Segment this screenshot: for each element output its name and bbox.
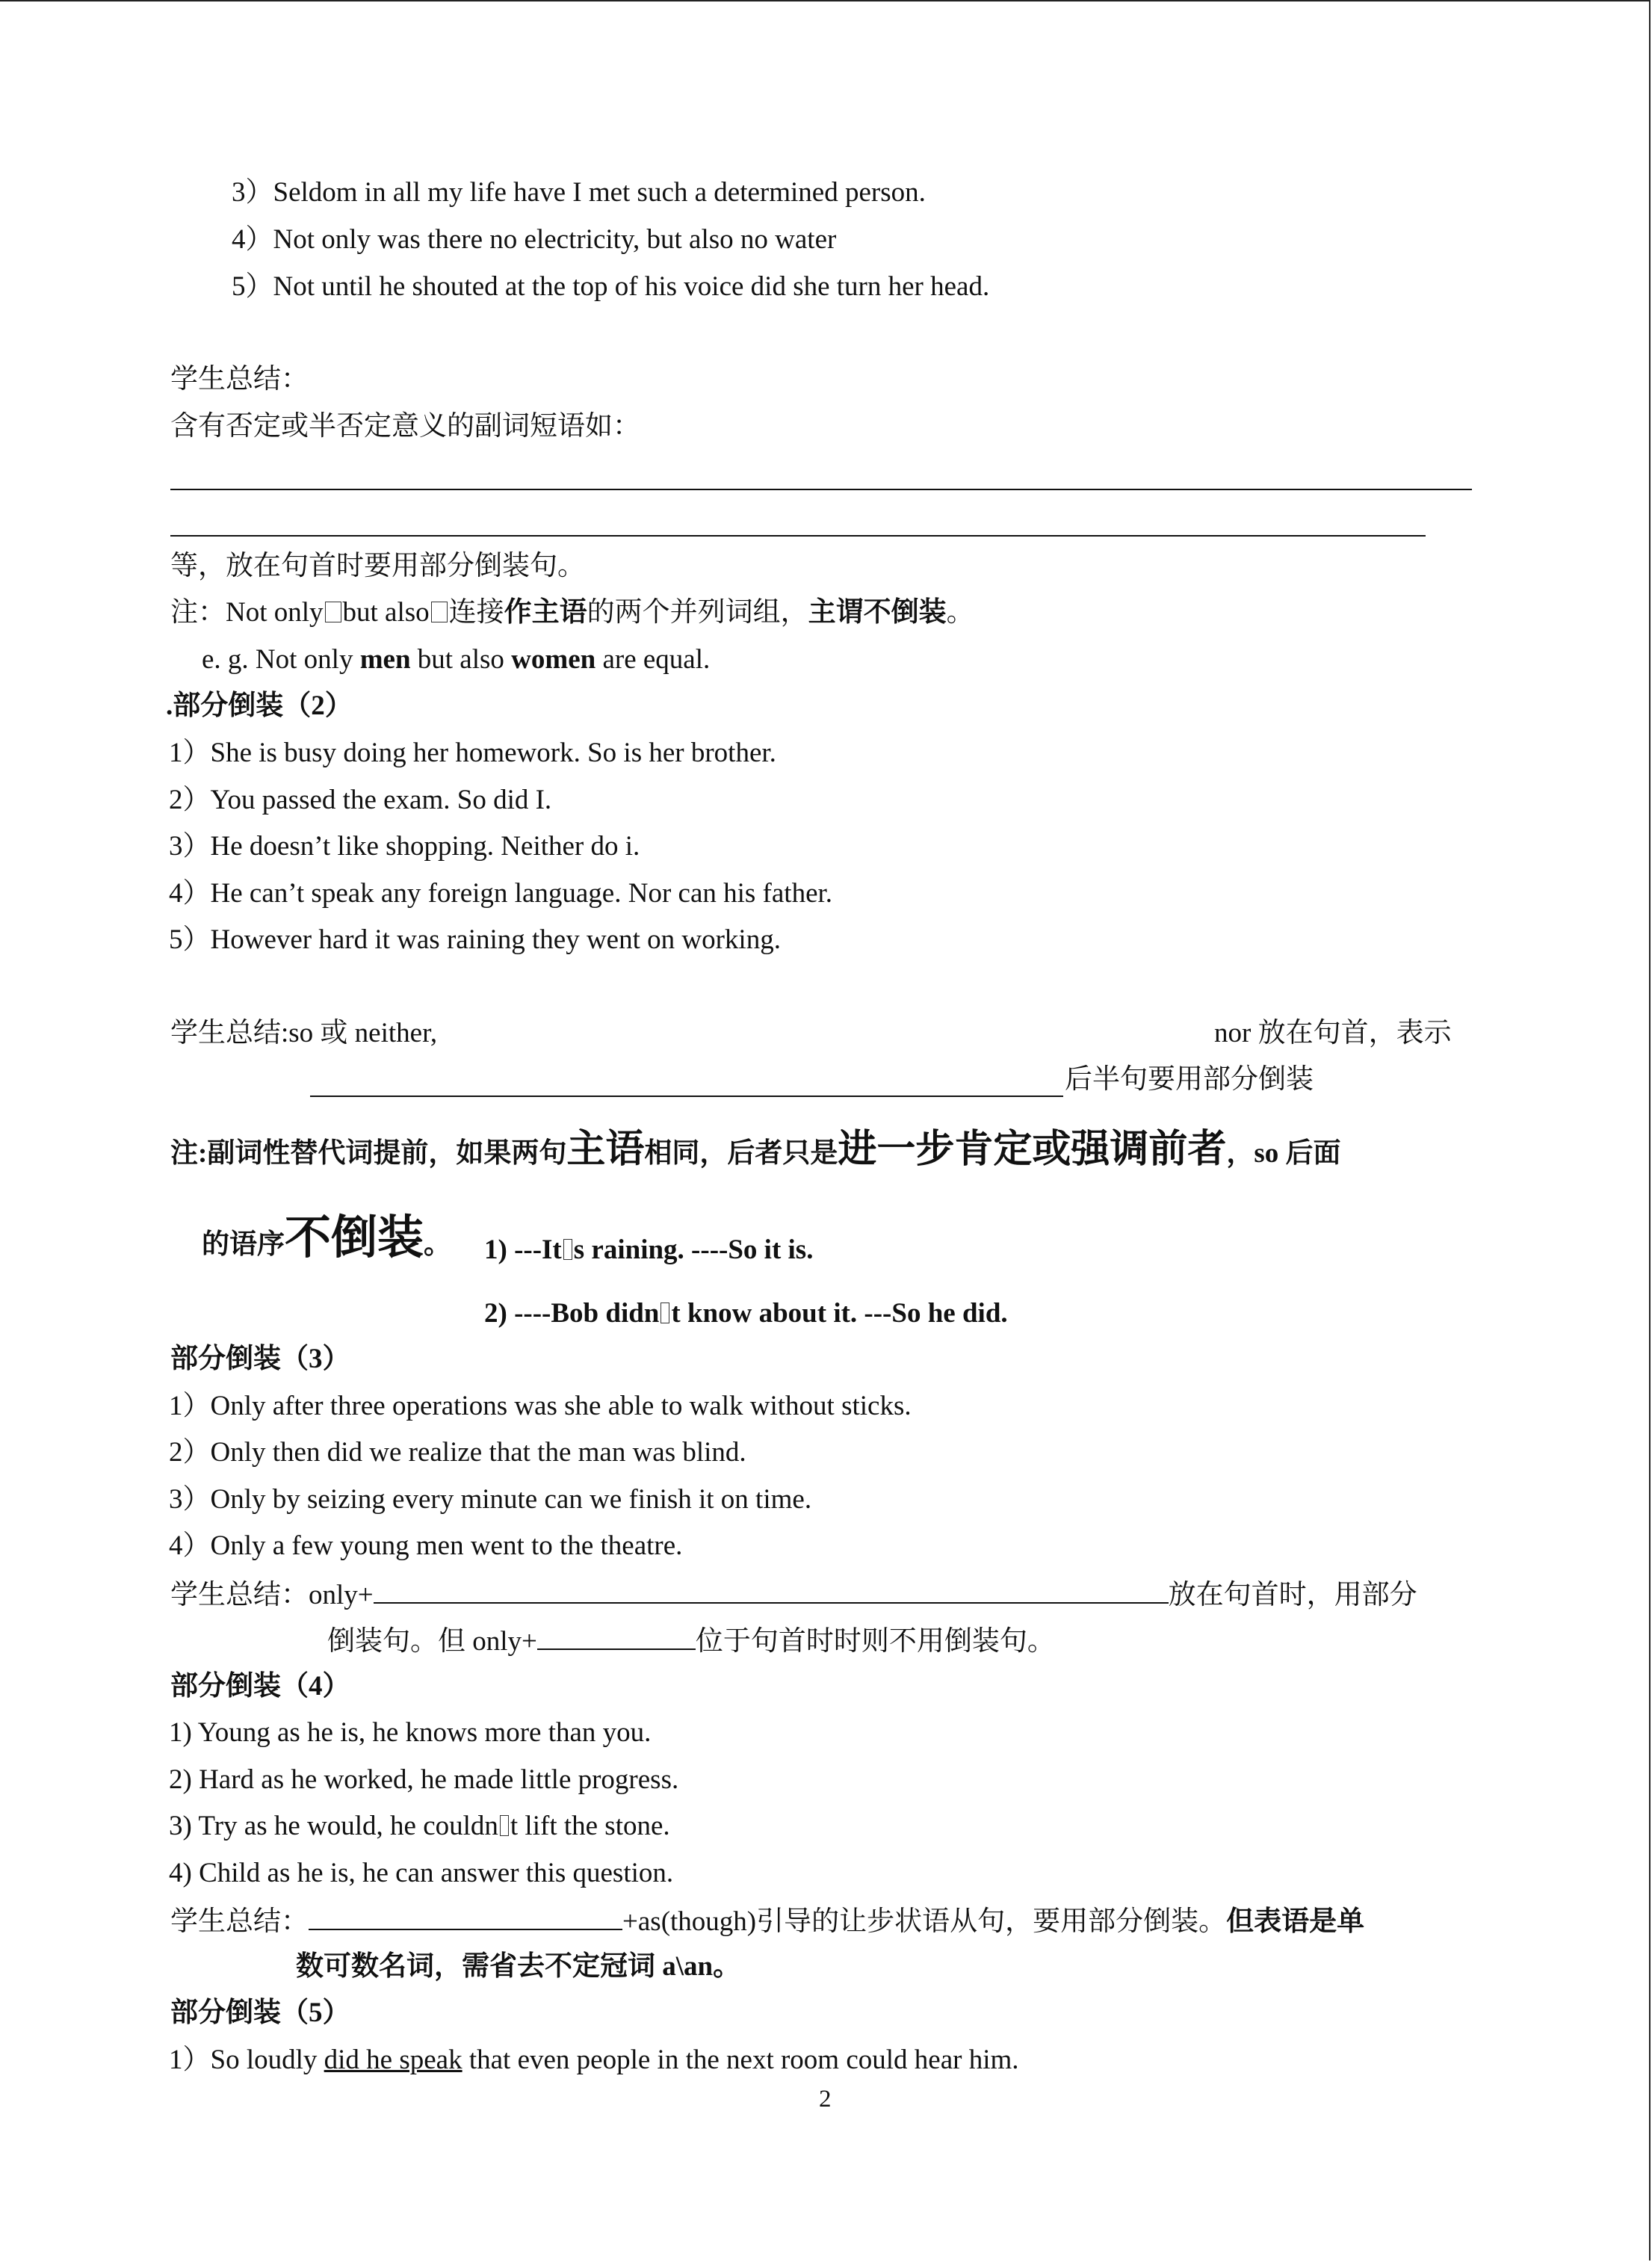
summary-line bbox=[170, 1903, 1364, 1938]
note-emphasis: 不倒装 bbox=[285, 1213, 424, 1264]
example-text: 3) Try as he would, he couldn bbox=[169, 1811, 498, 1841]
note-line bbox=[202, 1211, 451, 1266]
example-sentence: 1) Young as he is, he knows more than you. bbox=[169, 1717, 652, 1748]
summary-line bbox=[170, 1577, 1417, 1612]
summary-emphasis: 数可数名词，需省去不定冠词 a\an。 bbox=[296, 1951, 741, 1982]
missing-glyph-box bbox=[431, 602, 448, 622]
page-number: 2 bbox=[819, 2086, 832, 2113]
example-sentence: 2) Hard as he worked, he made little progress. bbox=[169, 1764, 679, 1795]
missing-glyph-box bbox=[325, 602, 341, 622]
example-sentence: 1）Only after three operations was she able to walk without sticks. bbox=[169, 1391, 912, 1421]
fill-in-blank-line bbox=[170, 489, 1472, 490]
example-emphasis: women bbox=[511, 644, 596, 675]
fill-in-blank[interactable] bbox=[537, 1623, 696, 1650]
section-heading: .部分倒装（2） bbox=[166, 690, 353, 721]
summary-line bbox=[327, 1623, 1055, 1658]
underlined-text: did he speak bbox=[324, 2045, 463, 2075]
fill-in-blank[interactable] bbox=[374, 1577, 1169, 1604]
note-text: 。 bbox=[946, 597, 974, 628]
missing-glyph-box bbox=[661, 1302, 669, 1323]
example-text: 2) ----Bob didn bbox=[484, 1298, 660, 1329]
example-sentence: 4）Only a few young men went to the theatre. bbox=[169, 1530, 683, 1561]
example-text: but also bbox=[410, 644, 512, 675]
example-line bbox=[169, 2044, 1019, 2077]
example-text: are equal. bbox=[595, 644, 711, 675]
note-text: 注：Not only bbox=[170, 597, 324, 628]
summary-text: 后半句要用部分倒装 bbox=[1065, 1064, 1314, 1095]
section-heading: 部分倒装（4） bbox=[170, 1671, 350, 1702]
note-emphasis: 主语 bbox=[566, 1128, 645, 1171]
example-line bbox=[484, 1234, 813, 1267]
note-text: 相同，后者只是 bbox=[644, 1138, 838, 1169]
summary-text: 位于句首时时则不用倒装句。 bbox=[695, 1626, 1055, 1657]
summary-text: 学生总结： bbox=[170, 1906, 309, 1937]
example-sentence: 1）She is busy doing her homework. So is her brother. bbox=[169, 738, 776, 768]
note-text: 。 bbox=[424, 1229, 452, 1260]
note-text: 的语序 bbox=[202, 1229, 285, 1260]
note-text: 注:副词性替代词提前，如果两句 bbox=[170, 1138, 567, 1169]
note-text: but also bbox=[342, 597, 430, 628]
missing-glyph-box bbox=[500, 1815, 509, 1836]
summary-emphasis: 但表语是单 bbox=[1226, 1906, 1365, 1937]
example-sentence: 4）Not only was there no electricity, but also no water bbox=[232, 224, 837, 255]
example-text: t know about it. ---So he did. bbox=[671, 1298, 1008, 1329]
example-text: 1) ---It bbox=[484, 1234, 562, 1265]
example-line bbox=[169, 1810, 670, 1843]
section-heading: 部分倒装（5） bbox=[170, 1997, 350, 2028]
example-text: e. g. Not only bbox=[202, 644, 360, 675]
note-line bbox=[170, 596, 974, 629]
note-text: 连接 bbox=[448, 597, 504, 628]
example-text: s raining. ----So it is. bbox=[573, 1234, 814, 1265]
example-sentence: 3）Only by seizing every minute can we finish it on time. bbox=[169, 1484, 812, 1515]
summary-text: 学生总结:so 或 neither, bbox=[170, 1018, 438, 1048]
example-text: that even people in the next room could hear him. bbox=[462, 2045, 1019, 2075]
note-text: 的两个并列词组， bbox=[587, 597, 808, 628]
summary-text: 放在句首时，用部分 bbox=[1168, 1580, 1417, 1610]
example-sentence: 4) Child as he is, he can answer this question. bbox=[169, 1858, 674, 1888]
summary-title: 学生总结： bbox=[170, 364, 309, 395]
summary-text: +as(though)引导的让步状语从句，要用部分倒装。 bbox=[622, 1906, 1227, 1937]
note-text: ，so 后面 bbox=[1226, 1138, 1341, 1169]
missing-glyph-box bbox=[563, 1239, 572, 1260]
example-text: 1）So loudly bbox=[169, 2045, 324, 2075]
example-sentence: 2）You passed the exam. So did I. bbox=[169, 785, 552, 815]
fill-in-blank-line bbox=[310, 1096, 1063, 1097]
fill-in-blank[interactable] bbox=[309, 1903, 622, 1930]
summary-text: 等，放在句首时要用部分倒装句。 bbox=[170, 551, 585, 581]
note-emphasis: 作主语 bbox=[504, 597, 587, 628]
section-heading: 部分倒装（3） bbox=[170, 1344, 350, 1374]
example-line bbox=[484, 1297, 1008, 1330]
example-line bbox=[202, 643, 710, 676]
example-sentence: 5）Not until he shouted at the top of his voice did she turn her head. bbox=[232, 271, 990, 302]
summary-text: 学生总结：only+ bbox=[170, 1580, 374, 1610]
example-text: t lift the stone. bbox=[510, 1811, 670, 1841]
fill-in-blank-line bbox=[170, 535, 1426, 537]
note-emphasis: 主谓不倒装 bbox=[808, 597, 947, 628]
example-sentence: 3）He doesn’t like shopping. Neither do i. bbox=[169, 831, 640, 862]
example-emphasis: men bbox=[359, 644, 411, 675]
example-sentence: 5）However hard it was raining they went on working. bbox=[169, 924, 781, 955]
summary-text: 含有否定或半否定意义的副词短语如： bbox=[170, 411, 640, 442]
summary-text: 倒装句。但 only+ bbox=[327, 1626, 537, 1657]
note-emphasis: 进一步肯定或强调前者 bbox=[838, 1128, 1227, 1171]
example-sentence: 2）Only then did we realize that the man was blind. bbox=[169, 1437, 746, 1468]
example-sentence: 4）He can’t speak any foreign language. Nor can his father. bbox=[169, 878, 833, 909]
note-line bbox=[170, 1127, 1341, 1173]
summary-text: nor 放在句首，表示 bbox=[1214, 1018, 1452, 1048]
example-sentence: 3）Seldom in all my life have I met such a determined person. bbox=[232, 177, 926, 208]
